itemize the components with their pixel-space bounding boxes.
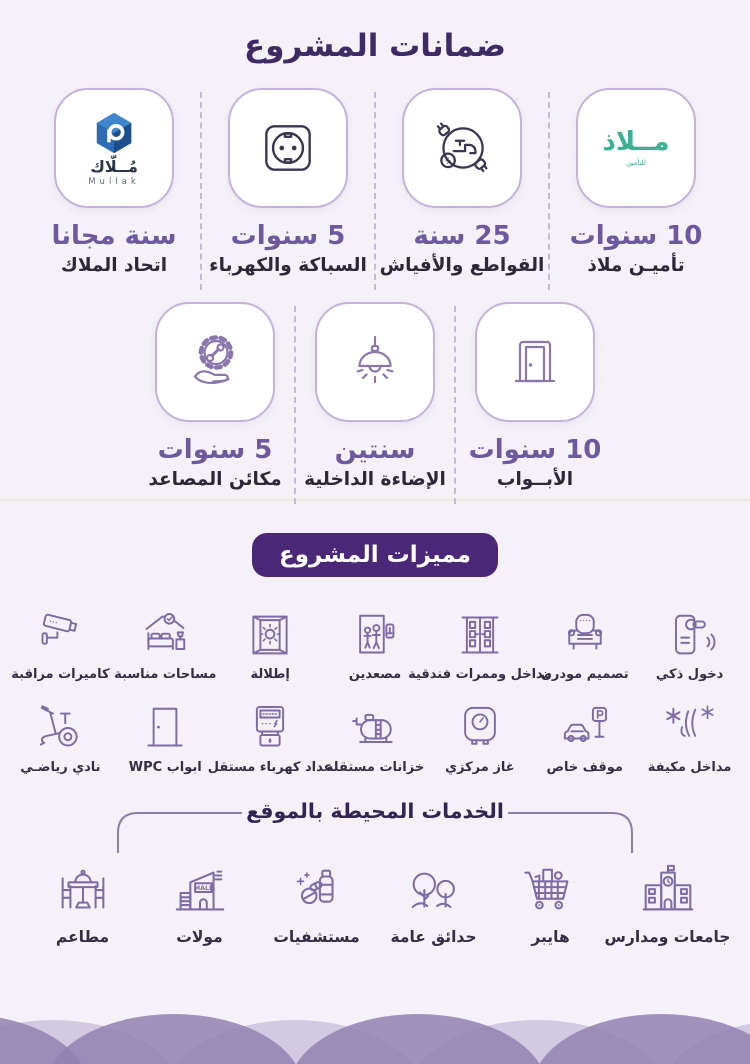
guarantee-elevator-machines	[136, 302, 294, 492]
feature-wpc-doors	[113, 700, 218, 775]
mall-sign-text: MALL	[193, 885, 213, 893]
feature-label: مساحات مناسبة	[114, 667, 217, 682]
guarantee-plumbing-electricity	[202, 88, 374, 278]
services-header	[0, 795, 750, 859]
guarantee-label: الإضاءة الداخلية	[304, 469, 446, 491]
elevator-icon	[347, 607, 403, 663]
guarantee-doors	[456, 302, 614, 492]
gas-meter-icon	[452, 700, 508, 756]
bedroom-icon	[137, 607, 193, 663]
wpc-door-icon	[137, 700, 193, 756]
feature-suitable-spaces	[113, 607, 218, 682]
guarantee-card	[576, 88, 696, 208]
feature-independent-tanks	[323, 700, 428, 775]
guarantee-label: تأميـن ملاذ	[587, 255, 685, 277]
service-public-parks	[375, 861, 492, 946]
restaurant-table-icon	[52, 861, 114, 923]
feature-gym	[8, 700, 113, 775]
door-icon	[503, 330, 567, 394]
guarantee-interior-lighting	[296, 302, 454, 492]
smart-lock-icon	[662, 607, 718, 663]
car-parking-icon	[557, 700, 613, 756]
armchair-icon	[557, 607, 613, 663]
guarantee-duration: 10 سنوات	[468, 435, 602, 465]
dashed-separator	[548, 92, 550, 290]
service-label: جامعات ومدارس	[604, 928, 731, 946]
snowflakes-air-icon	[662, 700, 718, 756]
service-label: مطاعم	[55, 928, 110, 946]
feature-label: موقف خاص	[546, 760, 623, 775]
feature-label: مداخل مكيفة	[647, 760, 732, 775]
electric-meter-icon	[242, 700, 298, 756]
services-title: الخدمات المحيطة بالموقع	[246, 799, 504, 823]
service-label: هايبر	[531, 928, 570, 946]
guarantee-card	[315, 302, 435, 422]
cctv-camera-icon	[32, 607, 88, 663]
guarantee-label: القواطع والأفياش	[379, 255, 545, 277]
malath-logo-text: مــلاذ	[602, 127, 670, 157]
feature-label: غاز مركزي	[445, 760, 515, 775]
service-restaurants	[24, 861, 141, 946]
double-doors-icon	[452, 607, 508, 663]
malath-logo-subtext: للتأمين	[626, 159, 646, 167]
feature-label: عداد كهرباء مستقل	[207, 760, 333, 775]
school-building-icon	[637, 861, 699, 923]
pendant-lamp-icon	[343, 330, 407, 394]
services-row	[0, 861, 750, 946]
feature-central-gas	[427, 700, 532, 775]
gear-hand-icon	[183, 330, 247, 394]
guarantees-section	[0, 0, 750, 499]
dashed-separator	[374, 92, 376, 290]
feature-smart-entry	[637, 607, 742, 682]
guarantee-duration: 5 سنوات	[157, 435, 273, 465]
guarantee-breakers-sockets	[376, 88, 548, 278]
guarantee-duration: 10 سنوات	[569, 221, 703, 251]
feature-independent-meter	[207, 700, 333, 775]
features-row-1	[0, 607, 750, 682]
power-socket-icon	[255, 115, 321, 181]
dashed-separator	[200, 92, 202, 290]
service-hypermarket	[492, 861, 609, 946]
feature-private-parking	[532, 700, 637, 775]
guarantee-card	[228, 88, 348, 208]
mullak-hexagon-icon	[91, 110, 137, 156]
guarantees-row-2	[0, 302, 750, 504]
features-row-2	[0, 700, 750, 775]
tank-icon	[347, 700, 403, 756]
mullak-logo-arabic: مُــلّاك	[90, 156, 138, 176]
guarantee-duration: 5 سنوات	[230, 221, 346, 251]
guarantee-duration: 25 سنة	[413, 221, 511, 251]
guarantee-label: السباكة والكهرباء	[209, 255, 367, 277]
service-malls	[141, 861, 258, 946]
feature-ac-entrances	[637, 700, 742, 775]
feature-cctv	[8, 607, 113, 682]
feature-two-elevators	[323, 607, 428, 682]
service-label: مستشفيات	[273, 928, 360, 946]
features-title-badge: مميزات المشروع	[252, 533, 498, 577]
service-label: حدائق عامة	[390, 928, 477, 946]
guarantee-malath-insurance	[550, 88, 722, 278]
mullak-logo-latin: Mullak	[88, 176, 140, 187]
guarantee-card	[155, 302, 275, 422]
feature-label: ابواب WPC	[128, 760, 202, 775]
mullak-logo	[88, 110, 140, 187]
feature-label: خزانات مستقلة	[325, 760, 425, 775]
guarantee-card	[54, 88, 174, 208]
guarantee-duration: سنتين	[334, 435, 416, 465]
breakers-faucet-icon	[429, 115, 495, 181]
guarantee-owners-union	[28, 88, 200, 278]
malath-logo	[603, 129, 670, 167]
feature-label: تصميم مودرن	[540, 667, 629, 682]
guarantee-duration: سنة مجانا	[51, 221, 177, 251]
guarantee-label: اتحاد الملاك	[60, 255, 168, 277]
service-label: مولات	[176, 928, 223, 946]
medicine-icon	[286, 861, 348, 923]
feature-hotel-entrances	[408, 607, 552, 682]
guarantee-card	[402, 88, 522, 208]
guarantee-card	[475, 302, 595, 422]
feature-label: كاميرات مراقبة	[11, 667, 110, 682]
window-sun-icon	[242, 607, 298, 663]
feature-label: مصعدين	[348, 667, 402, 682]
service-hospitals	[258, 861, 375, 946]
feature-label: إطلالة	[250, 667, 290, 682]
feature-label: نادي رياضـي	[20, 760, 101, 775]
scalloped-edge-decoration	[0, 1014, 750, 1064]
mall-building-icon	[169, 861, 231, 923]
shopping-cart-icon	[520, 861, 582, 923]
guarantees-title: ضمانات المشروع	[244, 28, 506, 64]
features-section	[0, 501, 750, 775]
guarantees-row-1	[0, 88, 750, 290]
exercise-bike-icon	[32, 700, 88, 756]
service-universities-schools	[604, 861, 731, 946]
guarantee-label: الأبــواب	[496, 469, 574, 491]
dashed-separator	[294, 306, 296, 504]
dashed-separator	[454, 306, 456, 504]
feature-label: دخول ذكي	[655, 667, 724, 682]
guarantee-label: مكائن المصاعد	[148, 469, 282, 491]
trees-icon	[403, 861, 465, 923]
feature-label: مداخل وممرات فندقية	[408, 667, 552, 682]
feature-view	[218, 607, 323, 682]
